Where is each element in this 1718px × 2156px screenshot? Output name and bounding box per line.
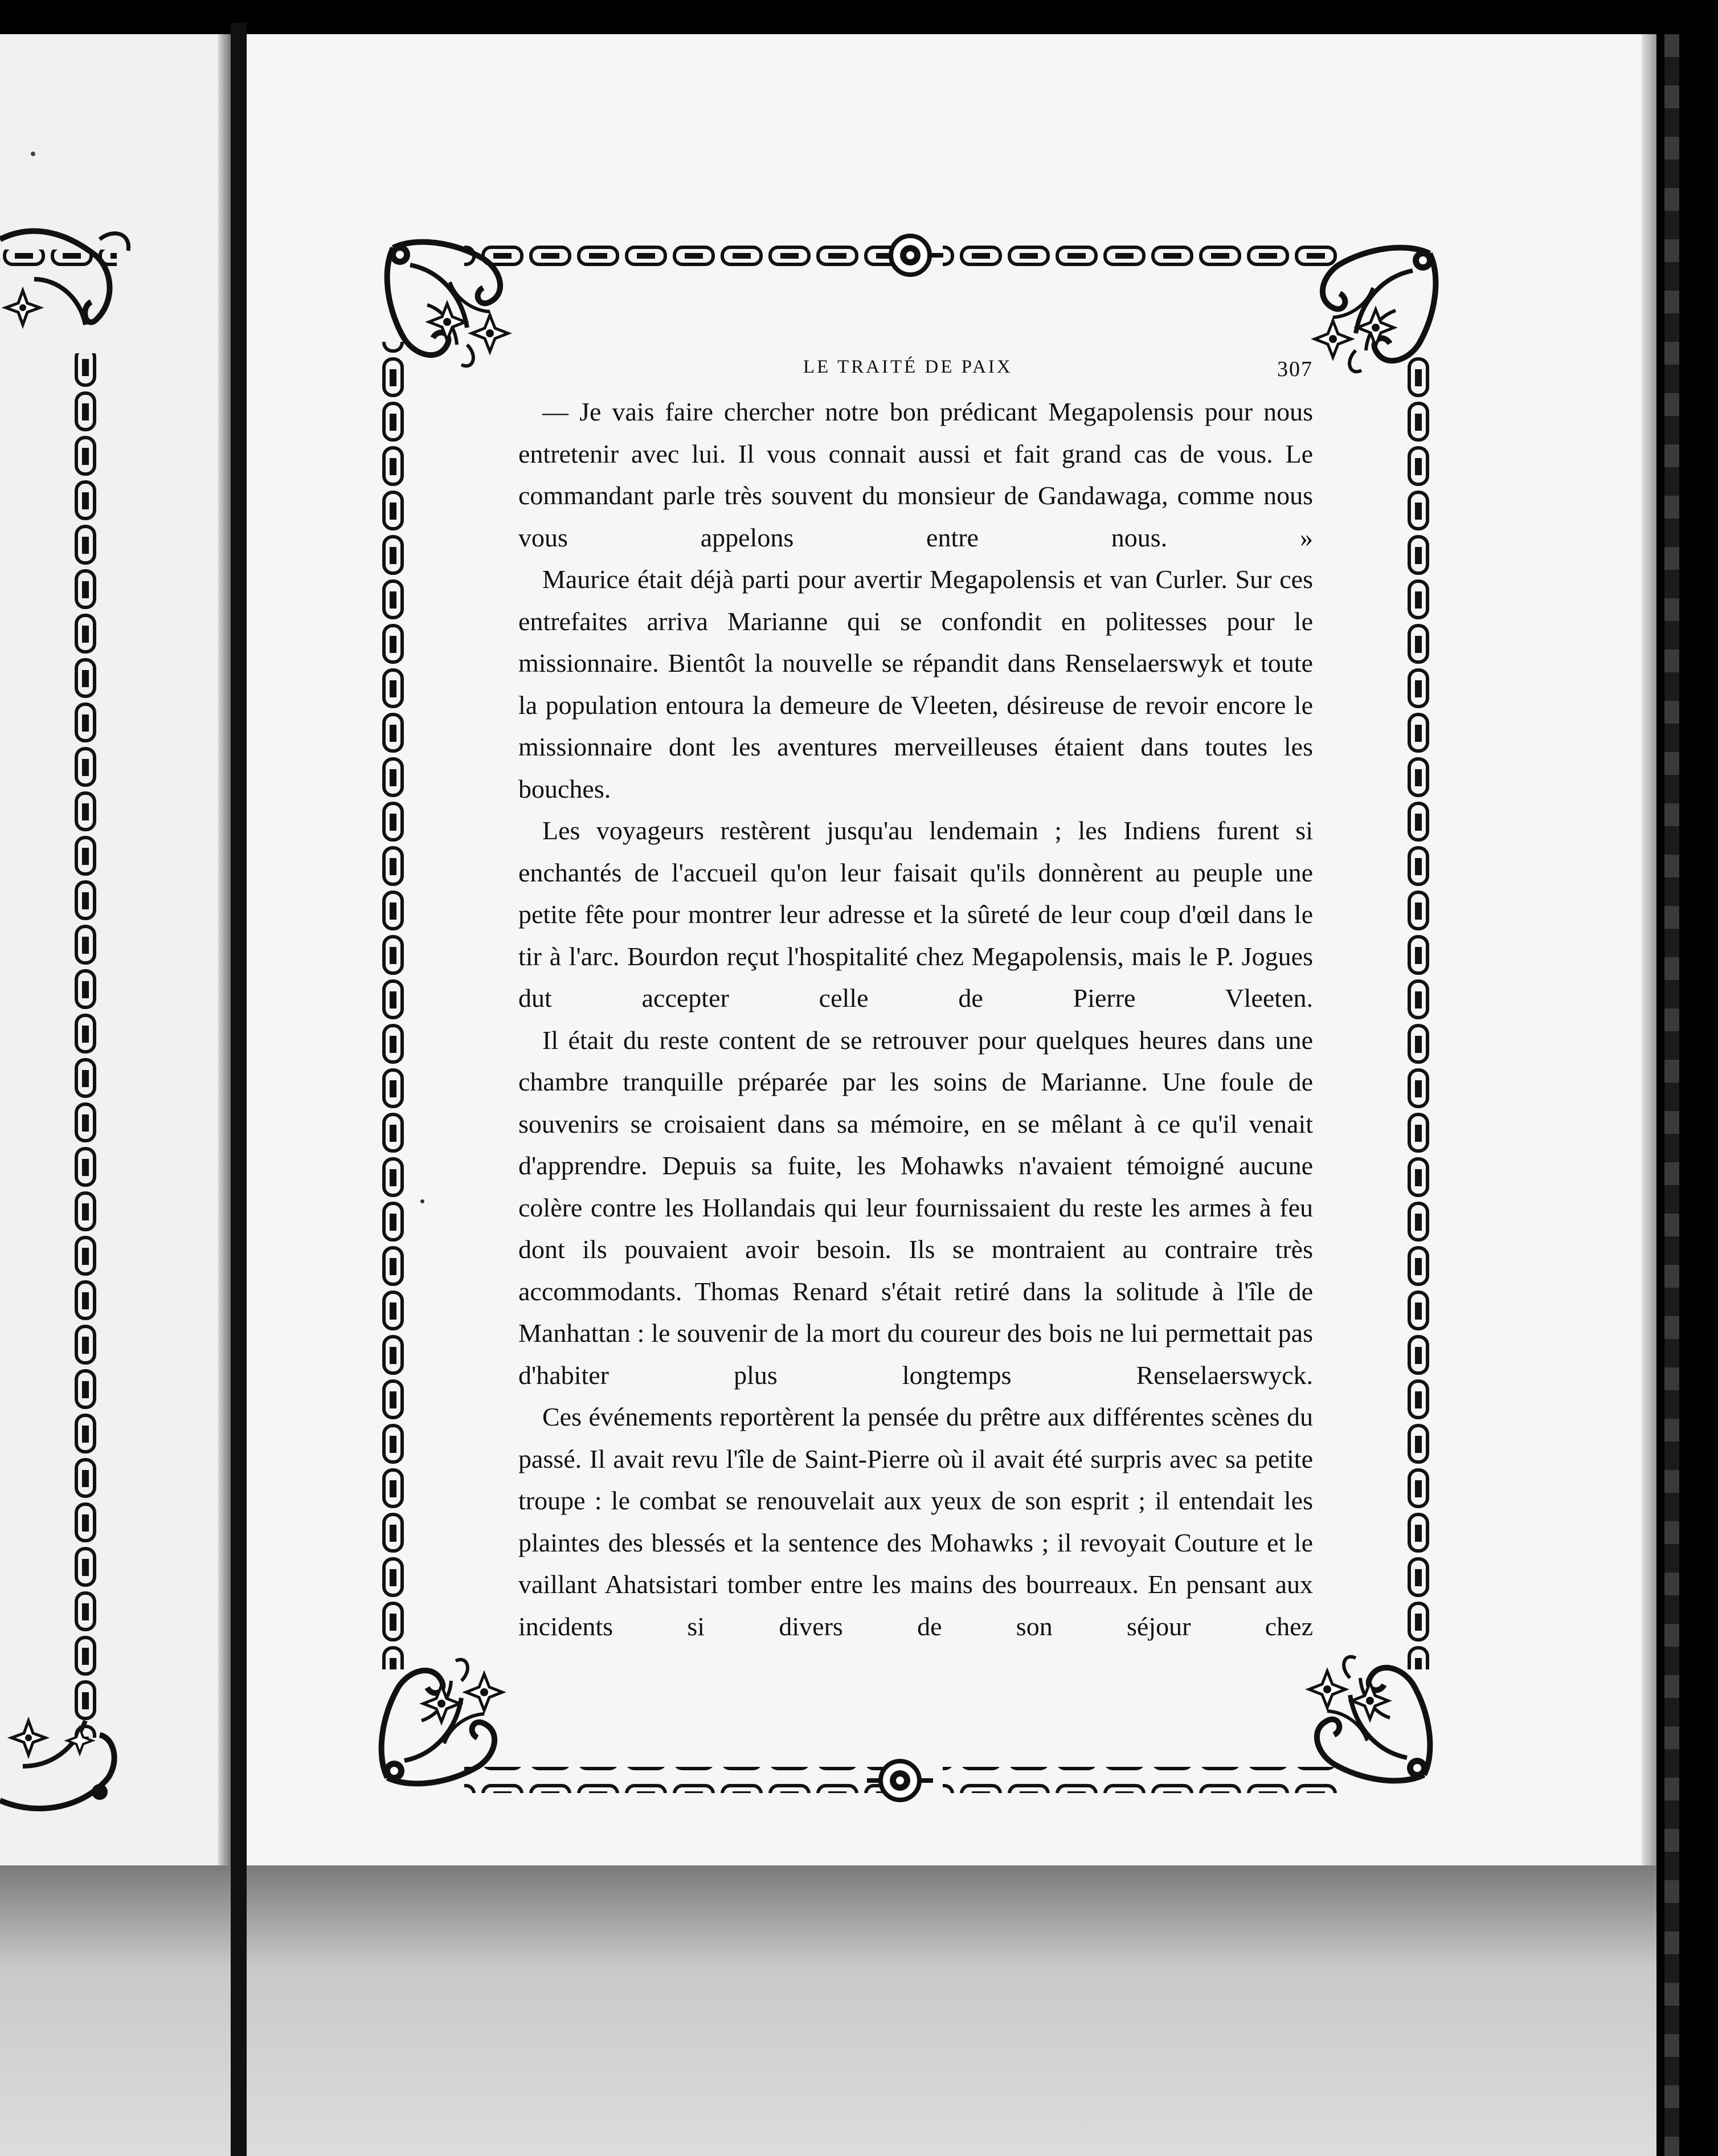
bottom-left-corner-ornament bbox=[382, 1660, 502, 1784]
running-head-title: LE TRAITÉ DE PAIX bbox=[803, 357, 1013, 377]
bottom-right-corner-ornament bbox=[1309, 1657, 1430, 1781]
bottom-chain-right bbox=[943, 1767, 1341, 1793]
top-chain-left bbox=[464, 240, 891, 267]
paragraph-5: Ces événements reportèrent la pensée du prêtre aux différentes scènes du passé. Il avait revu l'île de Saint-Pierre où il avait été surpris avec sa petite troupe : le combat se renouvelait aux yeux de son esprit ; il entendait les plaintes des blessés et la sentence des Mohawks ; il revoyait Couture et le vaillant Ahatsistari tomber entre les mains des bourreaux. En pensant aux incidents si divers de son séjour chez bbox=[518, 1402, 1313, 1641]
bottom-chain-left bbox=[464, 1767, 891, 1793]
top-right-corner-ornament bbox=[1315, 248, 1435, 372]
top-chain-right bbox=[943, 240, 1341, 267]
paragraph-1: — Je vais faire chercher notre bon prédicant Megapolensis pour nous entretenir avec lui. Il vous connait aussi et fait grand cas de vous. Le commandant parle très souvent du monsieur de Gandawaga, comme nous vous appelons entre nous. » bbox=[518, 397, 1313, 552]
right-chain bbox=[1402, 353, 1435, 1669]
paragraph-3: Les voyageurs restèrent jusqu'au lendemain ; les Indiens furent si enchantés de l'accueil qu'on leur faisait qu'ils donnèrent au peuple une petite fête pour montrer leur adresse et la sûreté de leur coup d'œil dans le tir à l'arc. Bourdon reçut l'hospitalité chez Megapolensis, mais le P. Jogues dut accepter celle de Pierre Vleeten. bbox=[518, 816, 1313, 1012]
page-text-block bbox=[518, 349, 1313, 1647]
left-chain bbox=[381, 342, 414, 1669]
paragraph-2: Maurice était déjà parti pour avertir Megapolensis et van Curler. Sur ces entrefaites arriva Marianne qui se confondit en politesses pour le missionnaire. Bientôt la nouvelle se répandit dans Renselaerswyk et toute la population entoura la demeure de Vleeten, désireuse de revoir encore le missionnaire dont les aventures merveilleuses étaient dans toutes les bouches. bbox=[518, 565, 1313, 803]
running-head bbox=[518, 349, 1313, 391]
page-number: 307 bbox=[1277, 357, 1313, 381]
paragraph-4: Il était du reste content de se retrouver pour quelques heures dans une chambre tranquille préparée par les soins de Marianne. Une foule de souvenirs se croisaient dans sa mémoire, en se mêlant à ce qu'il venait d'apprendre. Depuis sa fuite, les Mohawks n'avaient témoigné aucune colère contre les Hollandais qui leur fournissaient du reste les armes à feu dont ils pouvaient avoir besoin. Ils se montraient au contraire très accommodants. Thomas Renard s'était retiré dans la solitude à l'île de Manhattan : le souvenir de la mort du coureur des bois ne lui permettait pas d'habiter plus longtemps Renselaerswyck. bbox=[518, 1025, 1313, 1390]
page-speck bbox=[420, 1199, 424, 1203]
